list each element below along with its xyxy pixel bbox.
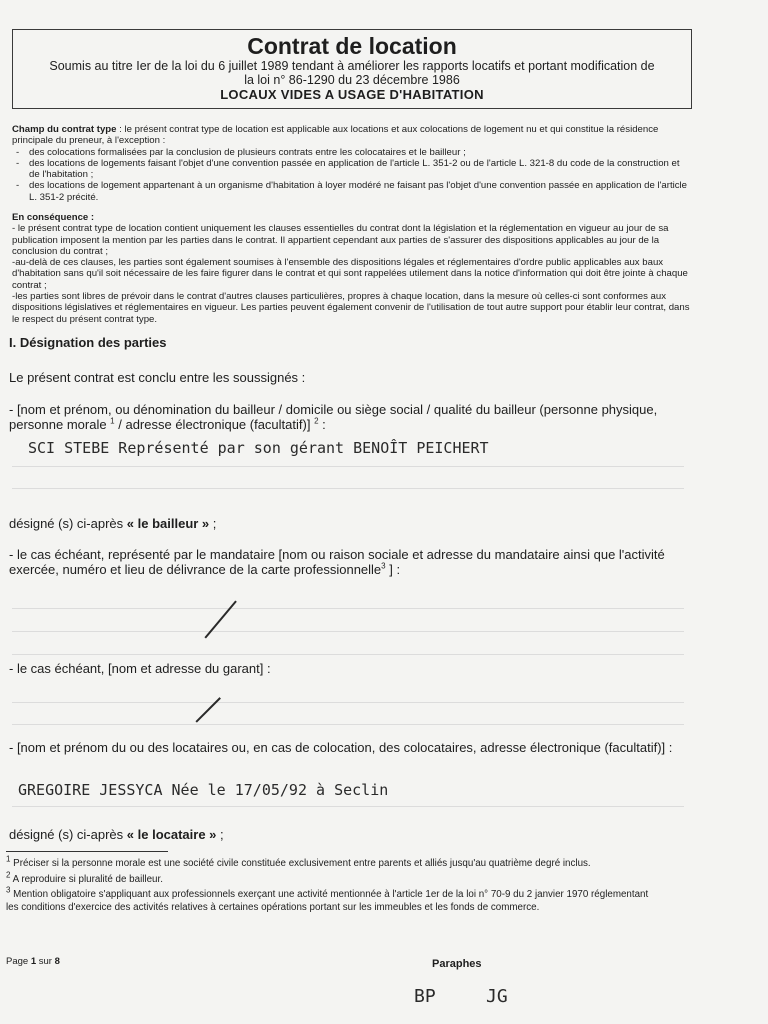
designe-text: ; bbox=[209, 516, 217, 531]
page-indicator bbox=[6, 956, 60, 967]
bailleur-prompt-text: - [nom et prénom, ou dénomination du bailleur / domicile ou siège social / qualité du bailleur (personne physique, personne morale bbox=[9, 402, 658, 432]
garant-prompt: - le cas échéant, [nom et adresse du garant] : bbox=[9, 661, 271, 676]
consequence-item: -au-delà de ces clauses, les parties sont également soumises à l'ensemble des dispositions légales et réglementaires d'ordre public applicables aux baux d'habitation sans qu'il soit nécessaire de les faire figurer dans le contrat et qui sont rappelées utilement dans la notice d'information qui doit être jointe à chaque contrat ; bbox=[12, 257, 688, 291]
consequence-lead: En conséquence : bbox=[12, 212, 95, 223]
designe-locataire bbox=[9, 827, 689, 842]
initial-locataire: JG bbox=[486, 986, 508, 1007]
strike-mark bbox=[204, 600, 236, 638]
footnote-text: Préciser si la personne morale est une société civile constituée exclusivement entre parents et alliés jusqu'au quatrième degré inclus. bbox=[10, 858, 591, 869]
fill-line bbox=[12, 654, 684, 655]
locataire-handwritten-entry: GREGOIRE JESSYCA Née le 17/05/92 à Seclin bbox=[18, 781, 389, 799]
document-subtitle: Soumis au titre Ier de la loi du 6 juillet 1989 tendant à améliorer les rapports locatifs et portant modification de la loi n° 86-1290 du 23 décembre 1986 bbox=[49, 59, 655, 87]
footnotes bbox=[6, 854, 656, 917]
footnote-number: 1 bbox=[6, 854, 11, 864]
page-number: 1 bbox=[30, 956, 37, 967]
fill-line bbox=[12, 806, 684, 807]
initial-bailleur: BP bbox=[414, 986, 436, 1007]
bailleur-handwritten-entry: SCI STEBE Représenté par son gérant BENOÎT PEICHERT bbox=[28, 439, 489, 457]
strike-mark bbox=[195, 697, 220, 722]
designe-bailleur bbox=[9, 516, 689, 531]
consequence-item: - le présent contrat type de location contient uniquement les clauses essentielles du contrat dont la législation et la réglementation en vigueur au jour de sa publication imposent la mention par les parties dans le contrat. Il appartient cependant aux parties de s'assurer des dispositions applicables au jour de la conclusion du contrat ; bbox=[12, 223, 669, 257]
fill-line bbox=[12, 702, 684, 703]
fill-line bbox=[12, 488, 684, 489]
paraphes-label: Paraphes bbox=[432, 958, 482, 970]
footnote-text: Mention obligatoire s'appliquant aux professionnels exerçant une activité mentionnée à l'article 1er de la loi n° 70-9 du 2 janvier 1970 réglementant les conditions d'exercice des activités relatives à certaines opérations portant sur les immeubles et les fonds de commerce. bbox=[6, 889, 649, 913]
footnote-separator bbox=[6, 851, 168, 852]
designe-text: désigné (s) ci-après bbox=[9, 827, 127, 842]
designe-text: désigné (s) ci-après bbox=[9, 516, 127, 531]
document-category: LOCAUX VIDES A USAGE D'HABITATION bbox=[220, 87, 484, 102]
mandataire-prompt-text: - le cas échéant, représenté par le mandataire [nom ou raison sociale et adresse du mandataire ainsi que l'activité exercée, numéro et lieu de délivrance de la carte professionnelle bbox=[9, 547, 665, 577]
title-box bbox=[12, 29, 692, 109]
footnote bbox=[6, 854, 656, 871]
scope-lead: Champ du contrat type bbox=[12, 124, 117, 135]
mandataire-prompt-text: ] : bbox=[385, 562, 401, 577]
footnote bbox=[6, 870, 656, 887]
document-title: Contrat de location bbox=[247, 33, 457, 59]
parties-intro: Le présent contrat est conclu entre les soussignés : bbox=[9, 370, 306, 385]
consequence-item: -les parties sont libres de prévoir dans le contrat d'autres clauses particulières, propres à chaque location, dans la mesure où celles-ci sont conformes aux dispositions législatives et réglementaires en vigueur. Les parties peuvent également convenir de l'utilisation de tout autre support pour établir leur contrat, dans le respect du présent contrat type. bbox=[12, 291, 690, 325]
fill-line bbox=[12, 466, 684, 467]
scope-text: : le présent contrat type de location est applicable aux locations et aux colocations de logement nu et qui constitue la résidence principale du preneur, à l'exception : bbox=[12, 124, 659, 147]
scope-exception-item: - des colocations formalisées par la conclusion de plusieurs contrats entre les colocataires et le bailleur ; bbox=[12, 147, 692, 158]
footnote-ref-1: 1 bbox=[110, 416, 115, 426]
bailleur-label: « le bailleur » bbox=[126, 516, 210, 531]
section-title-parties: I. Désignation des parties bbox=[9, 335, 167, 350]
scope-exception-item: - des locations de logement appartenant à un organisme d'habitation à loyer modéré ne faisant pas l'objet d'une convention passée en application de l'article L. 351-2 précité. bbox=[12, 180, 692, 203]
bailleur-prompt bbox=[9, 402, 689, 432]
footnote bbox=[6, 885, 656, 914]
footnote-ref-3: 3 bbox=[381, 561, 386, 571]
scope-exceptions-list bbox=[12, 147, 692, 203]
fill-line bbox=[12, 608, 684, 609]
scope-exception-item: - des locations de logements faisant l'objet d'une convention passée en application de l'article L. 351-2 ou de l'article L. 321-8 du code de la construction et de l'habitation ; bbox=[12, 158, 692, 181]
footnote-text: A reproduire si pluralité de bailleur. bbox=[10, 873, 163, 885]
scope-section bbox=[12, 124, 692, 203]
footnote-number: 3 bbox=[6, 885, 11, 895]
bailleur-prompt-text: : bbox=[318, 417, 326, 432]
footnote-number: 2 bbox=[6, 870, 11, 880]
page-text: Page bbox=[6, 956, 31, 967]
scope-paragraph bbox=[12, 124, 692, 147]
footnote-ref-2: 2 bbox=[314, 416, 319, 426]
page-total: 8 bbox=[54, 956, 60, 967]
consequence-section bbox=[12, 212, 692, 325]
locataire-prompt: - [nom et prénom du ou des locataires ou, en cas de colocation, des colocataires, adresse électronique (facultatif)] : bbox=[9, 740, 673, 755]
fill-line bbox=[12, 724, 684, 725]
mandataire-prompt bbox=[9, 547, 689, 577]
bailleur-prompt-text: / adresse électronique (facultatif)] bbox=[114, 417, 315, 432]
fill-line bbox=[12, 631, 684, 632]
page-text: sur bbox=[36, 956, 55, 967]
locataire-label: « le locataire » bbox=[126, 827, 217, 842]
designe-text: ; bbox=[216, 827, 224, 842]
